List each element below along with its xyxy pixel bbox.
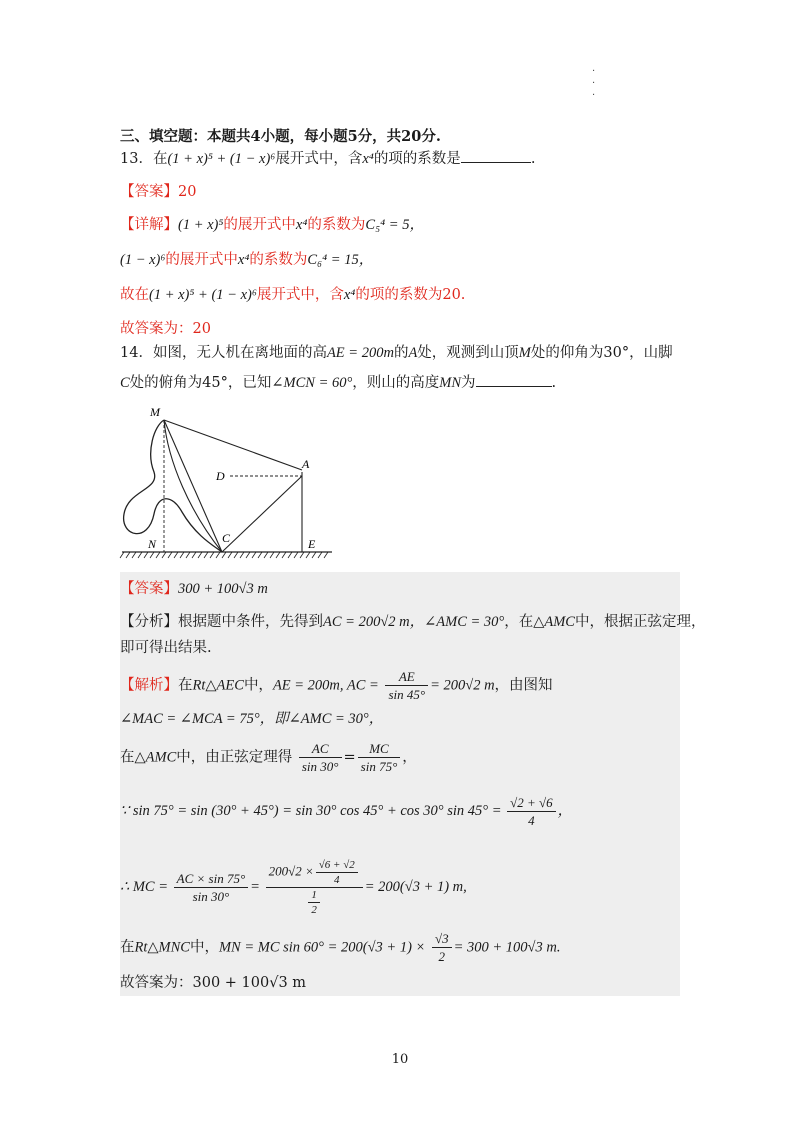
q14-l2-e: MN (439, 375, 462, 391)
sol5-big-numerator (266, 858, 363, 888)
sol6-frac (432, 930, 452, 965)
detail-3-text2: 的项的系数为20. (355, 287, 466, 303)
q14-line2 (120, 372, 556, 394)
q13-answer-blank[interactable] (461, 148, 531, 163)
analysis-1-c: 中，根据正弦定理， (574, 614, 706, 630)
sol4-frac (507, 794, 556, 829)
q14-l1-b: AE = 200m (326, 345, 394, 361)
q14-sol-2: ∠MAC = ∠MCA = 75°，即∠AMC = 30°， (120, 711, 384, 727)
q14-analysis-2: 即可得出结果. (120, 640, 212, 656)
label-a: A (302, 457, 310, 471)
q14-l1-g: 处的仰角为30°，山脚 (530, 345, 673, 361)
q14-l2-d: ，则山的高度 (352, 375, 440, 391)
section-title: 三、填空题：本题共4小题，每小题5分，共20分. (120, 128, 441, 145)
sol6-eq: MN = MC sin 60° = 200(√3 + 1) × (218, 939, 426, 956)
analysis-1-tri: △AMC (533, 614, 575, 630)
detail-2-text: 的展开式中 (165, 252, 238, 268)
sol4-end: ， (557, 802, 573, 819)
q14-sol-6 (120, 930, 560, 965)
sol5-half-d: 2 (311, 904, 317, 916)
sol1-c: ，由图知 (494, 677, 553, 694)
sol3-a: 在 (120, 749, 135, 766)
sol5-a: ∴ MC = (120, 878, 169, 895)
q14-line1 (120, 342, 673, 364)
detail-1-val: C₅⁴ = 5， (365, 217, 424, 233)
sol3-b: 中，由正弦定理得 (176, 749, 293, 766)
sol5-frac-big (266, 858, 363, 917)
sol6-b: 中， (189, 939, 219, 956)
q13-detail-3 (120, 284, 465, 306)
detail-1-text: 的展开式中 (223, 217, 296, 233)
mountain-drone-figure (118, 402, 340, 568)
q13-var: x⁴ (362, 151, 374, 167)
q13-final: 故答案为：20 (120, 321, 211, 337)
detail-2-var: x⁴ (237, 252, 250, 268)
sol1-tri: Rt△AEC (192, 677, 244, 694)
q13-stem-prefix: 13．在 (120, 151, 168, 167)
answer-value: 20 (178, 184, 197, 200)
detail-tag: 【详解】 (120, 217, 178, 233)
label-m: M (150, 405, 160, 419)
detail-2-expr: (1 − x)⁶ (120, 252, 166, 268)
q14-answer-value: 300 + 100√3 m (178, 581, 268, 597)
sol6-frac-d: 2 (438, 949, 445, 964)
q14-answer-blank[interactable] (476, 372, 552, 387)
q13-stem-suffix: 的项的系数是 (373, 151, 461, 167)
analysis-1: 根据题中条件，先得到 (178, 614, 323, 630)
detail-3-var: x⁴ (343, 287, 356, 303)
sol6-tri: Rt△MNC (134, 939, 190, 956)
q14-l2-b: 处的俯角为45°，已知 (129, 375, 272, 391)
q13-stem-end: . (530, 151, 536, 167)
page-number: 10 (391, 1052, 409, 1067)
q14-l1-f: M (518, 345, 531, 361)
q13-stem (120, 148, 535, 170)
q14-sol-4 (120, 794, 572, 829)
sol5-f1-d: sin 30° (192, 889, 230, 904)
detail-3-expr: (1 + x)⁵ + (1 − x)⁶ (149, 287, 257, 303)
detail-3-text: 展开式中，含 (256, 287, 344, 303)
sol5-frac-1 (174, 870, 249, 905)
sol3-tri: △AMC (134, 749, 177, 766)
sol3-f2-n: MC (358, 740, 401, 758)
sol5-end: = 200(√3 + 1) m, (364, 878, 467, 895)
label-e: E (308, 537, 316, 551)
sol6-end: = 300 + 100√3 m. (453, 939, 561, 956)
sol3-frac-1 (299, 740, 342, 775)
q14-final: 故答案为：300 + 100√3 m (120, 975, 307, 991)
detail-1-text2: 的系数为 (307, 217, 366, 233)
sol3-end: ， (402, 749, 417, 766)
sol3-f1-d: sin 30° (301, 759, 339, 774)
label-d: D (216, 469, 225, 483)
sol3-frac-2 (358, 740, 401, 775)
q14-l1-d: A (408, 345, 418, 361)
q14-analysis-1 (120, 611, 705, 633)
sol3-f2-d: sin 75° (360, 759, 398, 774)
q13-stem-mid: 展开式中，含 (275, 151, 363, 167)
q13-detail-2 (120, 249, 373, 271)
q14-sol-5: ∴ MC = $\frac{AC \times \sin 75^\circ}{\sin 30^\circ}$ = 200√2 × $\frac{√6 + √2}{4}$ $\frac{1}{2}$ = 200(√3 + 1) m, (120, 859, 467, 916)
sol5-half-frac (308, 888, 320, 917)
detail-1-expr: (1 + x)⁵ (178, 217, 224, 233)
sol1-eq1: AE = 200m, AC = (272, 677, 379, 694)
analysis-1-eq: AC = 200√2 m，∠AMC = 30° (323, 614, 505, 630)
sol5-big-n-a: 200√2 × (268, 863, 314, 879)
q13-detail-1 (120, 214, 424, 236)
q14-answer (120, 578, 268, 600)
q14-l2-g: . (551, 375, 557, 391)
analysis-1-b: ，在 (504, 614, 534, 630)
sol5-inner-frac (316, 858, 358, 887)
q14-l1-a: 14．如图，无人机在离地面的高 (120, 345, 327, 361)
sol1-frac-n: AE (385, 668, 428, 686)
analysis-tag: 【分析】 (120, 614, 178, 630)
header-dots: · · · (592, 66, 596, 101)
q14-sol-1 (120, 668, 553, 703)
sol6-frac-n: √3 (432, 930, 452, 948)
sol1-b: 中， (243, 677, 273, 694)
answer-tag: 【答案】 (120, 184, 178, 200)
q14-l2-c: ∠MCN = 60° (271, 375, 353, 391)
sol4-frac-d: 4 (528, 813, 535, 828)
q13-expr: (1 + x)⁵ + (1 − x)⁶ (167, 151, 276, 167)
detail-3-prefix: 故在 (120, 287, 149, 303)
detail-1-var: x⁴ (295, 217, 308, 233)
q14-sol-3: 在△AMC中，由正弦定理得 $\frac{AC}{\sin 30^\circ}$ = $\frac{MC}{\sin 75^\circ}$ ， (120, 741, 417, 774)
sol1-frac-d: sin 45° (388, 687, 426, 702)
solution-tag: 【解析】 (120, 677, 178, 694)
label-c: C (222, 531, 231, 545)
q14-l1-c: 的 (393, 345, 409, 361)
sol5-inner-d: 4 (334, 874, 340, 886)
detail-2-val: C₆⁴ = 15， (307, 252, 374, 268)
sol3-f1-n: AC (299, 740, 342, 758)
sol5-half-n: 1 (308, 888, 320, 903)
sol4-frac-n: √2 + √6 (507, 794, 556, 812)
sol5-f1-n: AC × sin 75° (174, 870, 249, 888)
label-n: N (148, 537, 157, 551)
sol4-a: ∵ sin 75° = sin (30° + 45°) = sin 30° cos 45° + cos 30° sin 45° = (120, 802, 502, 819)
q14-answer-tag: 【答案】 (120, 581, 178, 597)
sol5-inner-n: √6 + √2 (316, 858, 358, 873)
sol1-a: 在 (178, 677, 193, 694)
sol1-frac (385, 668, 428, 703)
sol5-big-denominator (266, 888, 363, 917)
detail-2-text2: 的系数为 (249, 252, 308, 268)
sol1-eq2: = 200√2 m (430, 677, 495, 694)
q14-l2-f: 为 (461, 375, 476, 391)
sol6-a: 在 (120, 939, 135, 956)
q13-answer (120, 181, 196, 203)
q14-l1-e: 处，观测到山顶 (417, 345, 519, 361)
q14-l2-a: C (120, 375, 130, 391)
